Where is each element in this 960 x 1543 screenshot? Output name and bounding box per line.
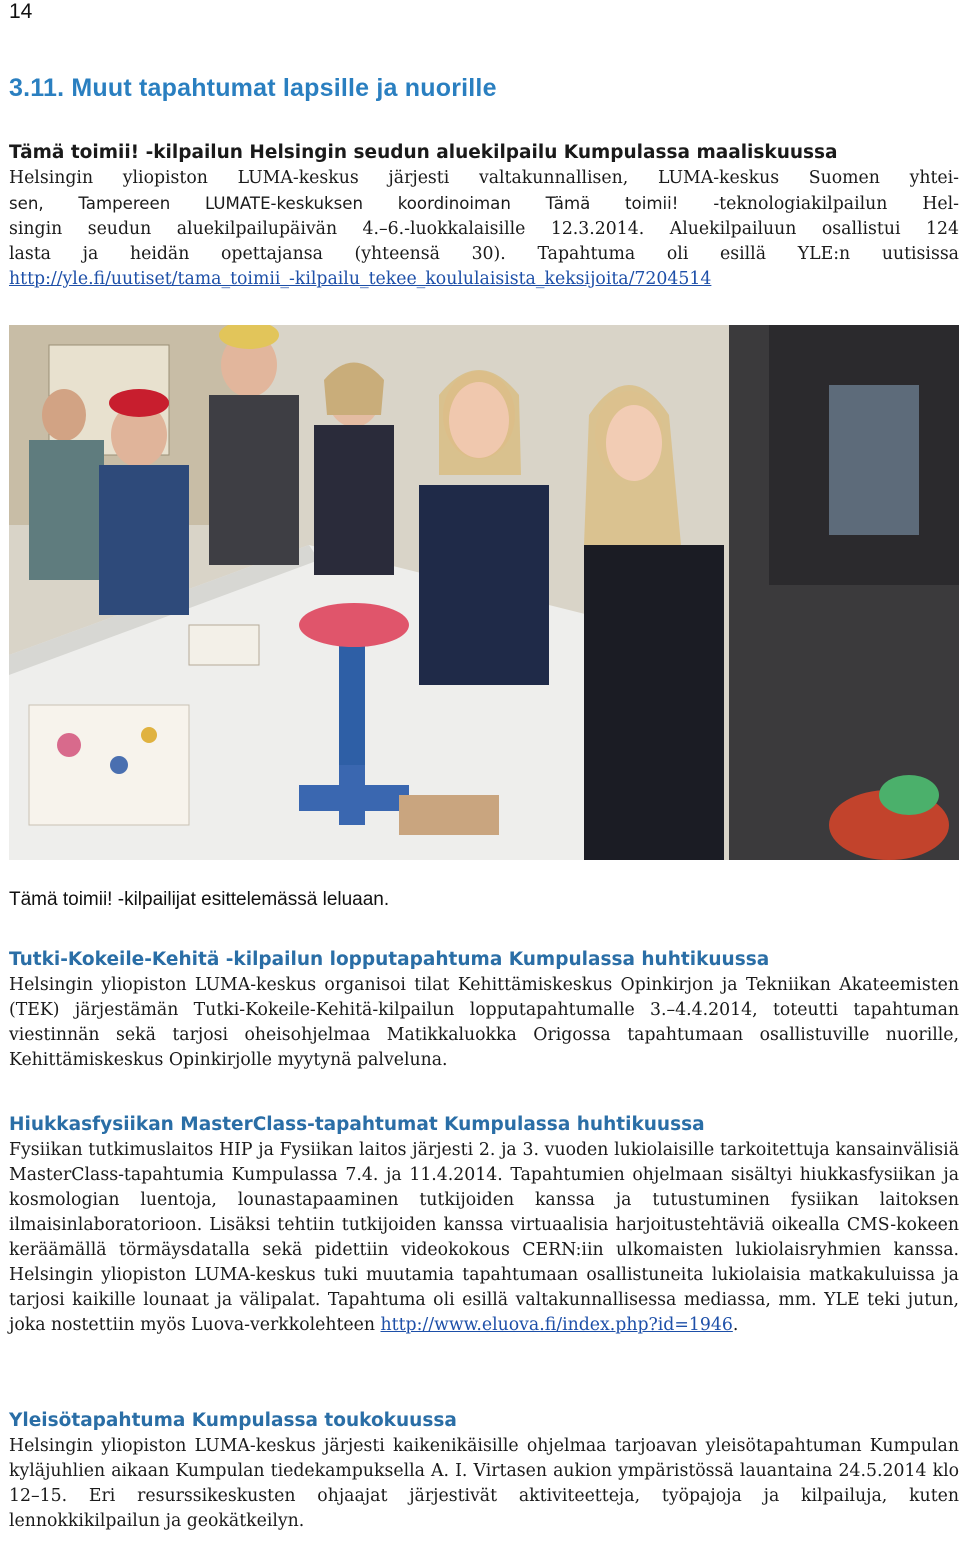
block3-text: Fysiikan tutkimuslaitos HIP ja Fysiikan laitos järjesti 2. ja 3. vuoden lukiolaisille tarkoitettuja kansainvälisiä MasterClass-tapahtumia Kumpulassa 7.4. ja 11.4.2014. Tapahtumien ohjelmaan sisältyi hiukkasfysiikan ja kosmologian luentoja, lounastapaaminen tutkijoiden kanssa ja tutustuminen fysiikan laitoksen ilmaisinlaboratorioon. Lisäksi tehtiin tutkijoiden kanssa virtuaalisia harjoitustehtäviä oikealla CMS-kokeen keräämällä törmäysdatalla sekä pidettiin videokokous CERN:iin ulkomaisten lukiolaisryhmien kanssa. Helsingin yliopiston LUMA-keskus tuki muutamia tapahtumaan osallistuneita lukiolaisia matkakuluissa ja tarjosi kaikille lounaat ja välipalat. Tapahtuma oli esillä valtakunnallisessa mediassa, mm. YLE teki jutun, joka nostettiin myös Luova-verkkolehteen bbox=[9, 1140, 959, 1335]
block2-heading: Tutki-Kokeile-Kehitä -kilpailun lopputapahtuma Kumpulassa huhtikuussa bbox=[9, 949, 770, 970]
block1-paragraph bbox=[9, 166, 959, 292]
block1-line1: Helsingin yliopiston LUMA-keskus järjesti valtakunnallisen, LUMA-keskus Suomen yhtei- bbox=[9, 168, 959, 188]
photo-caption: Tämä toimii! -kilpailijat esittelemässä leluaan. bbox=[9, 889, 390, 910]
block1-heading bbox=[9, 140, 959, 166]
block1-line2 bbox=[9, 191, 959, 217]
block-yleisotapahtuma bbox=[9, 1408, 959, 1534]
photo-children-icon bbox=[9, 325, 959, 860]
block-tutki-kokeile-kehita bbox=[9, 947, 959, 1073]
block-tama-toimii bbox=[9, 140, 959, 292]
block1-heading-part2: -kilpailun Helsingin seudun aluekilpailu Kumpulassa maaliskuussa bbox=[145, 142, 838, 163]
event-photo bbox=[9, 325, 959, 860]
page-number: 14 bbox=[9, 0, 33, 23]
block1-line2-a: sen, Tampereen LUMATE-keskuksen koordinoiman Tämä toimii! bbox=[9, 194, 679, 213]
block3-heading: Hiukkasfysiikan MasterClass-tapahtumat Kumpulassa huhtikuussa bbox=[9, 1114, 705, 1135]
eluova-link[interactable]: http://www.eluova.fi/index.php?id=1946 bbox=[380, 1315, 733, 1335]
block4-heading: Yleisötapahtuma Kumpulassa toukokuussa bbox=[9, 1410, 457, 1431]
block3-text-end: . bbox=[732, 1315, 739, 1335]
block4-text: Helsingin yliopiston LUMA-keskus järjesti kaikenikäisille ohjelmaa tarjoavan yleisötapahtuman Kumpulan kyläjuhlien aikaan Kumpulan tiedekampuksella A. I. Virtasen aukion ympäristössä lauantaina 24.5.2014 klo 12–15. Eri resurssikeskusten ohjaajat järjestivät aktiviteetteja, työpajoja ja kilpailuja, kuten lennokkikilpailun ja geokätkeilyn. bbox=[9, 1436, 959, 1531]
block1-link-line bbox=[9, 267, 959, 292]
block2-text: Helsingin yliopiston LUMA-keskus organisoi tilat Kehittämiskeskus Opinkirjon ja Tekniikan Akateemisten (TEK) järjestämän Tutki-Kokeile-Kehitä-kilpailun lopputapahtumalle 3.–4.4.2014, toteutti tapahtuman viestinnän sekä tarjosi oheisohjelmaa Matikkaluokka Origossa tapahtumaan osallistuville nuorille, Kehittämiskeskus Opinkirjolle myytynä palveluna. bbox=[9, 975, 959, 1070]
block-masterclass bbox=[9, 1112, 959, 1338]
block1-line2-b: -teknologiakilpailun Hel- bbox=[678, 194, 960, 214]
section-title: 3.11. Muut tapahtumat lapsille ja nuorille bbox=[9, 74, 497, 102]
block1-line4: lasta ja heidän opettajansa (yhteensä 30). Tapahtuma oli esillä YLE:n uutisissa bbox=[9, 244, 959, 264]
block1-line3: singin seudun aluekilpailupäivän 4.–6.-luokkalaisille 12.3.2014. Aluekilpailuun osallistui 124 bbox=[9, 219, 959, 239]
block3-paragraph bbox=[9, 1138, 959, 1338]
yle-news-link[interactable]: http://yle.fi/uutiset/tama_toimii_-kilpailu_tekee_koululaisista_keksijoita/7204514 bbox=[9, 269, 712, 289]
block1-heading-part1: Tämä toimii! bbox=[9, 142, 146, 163]
